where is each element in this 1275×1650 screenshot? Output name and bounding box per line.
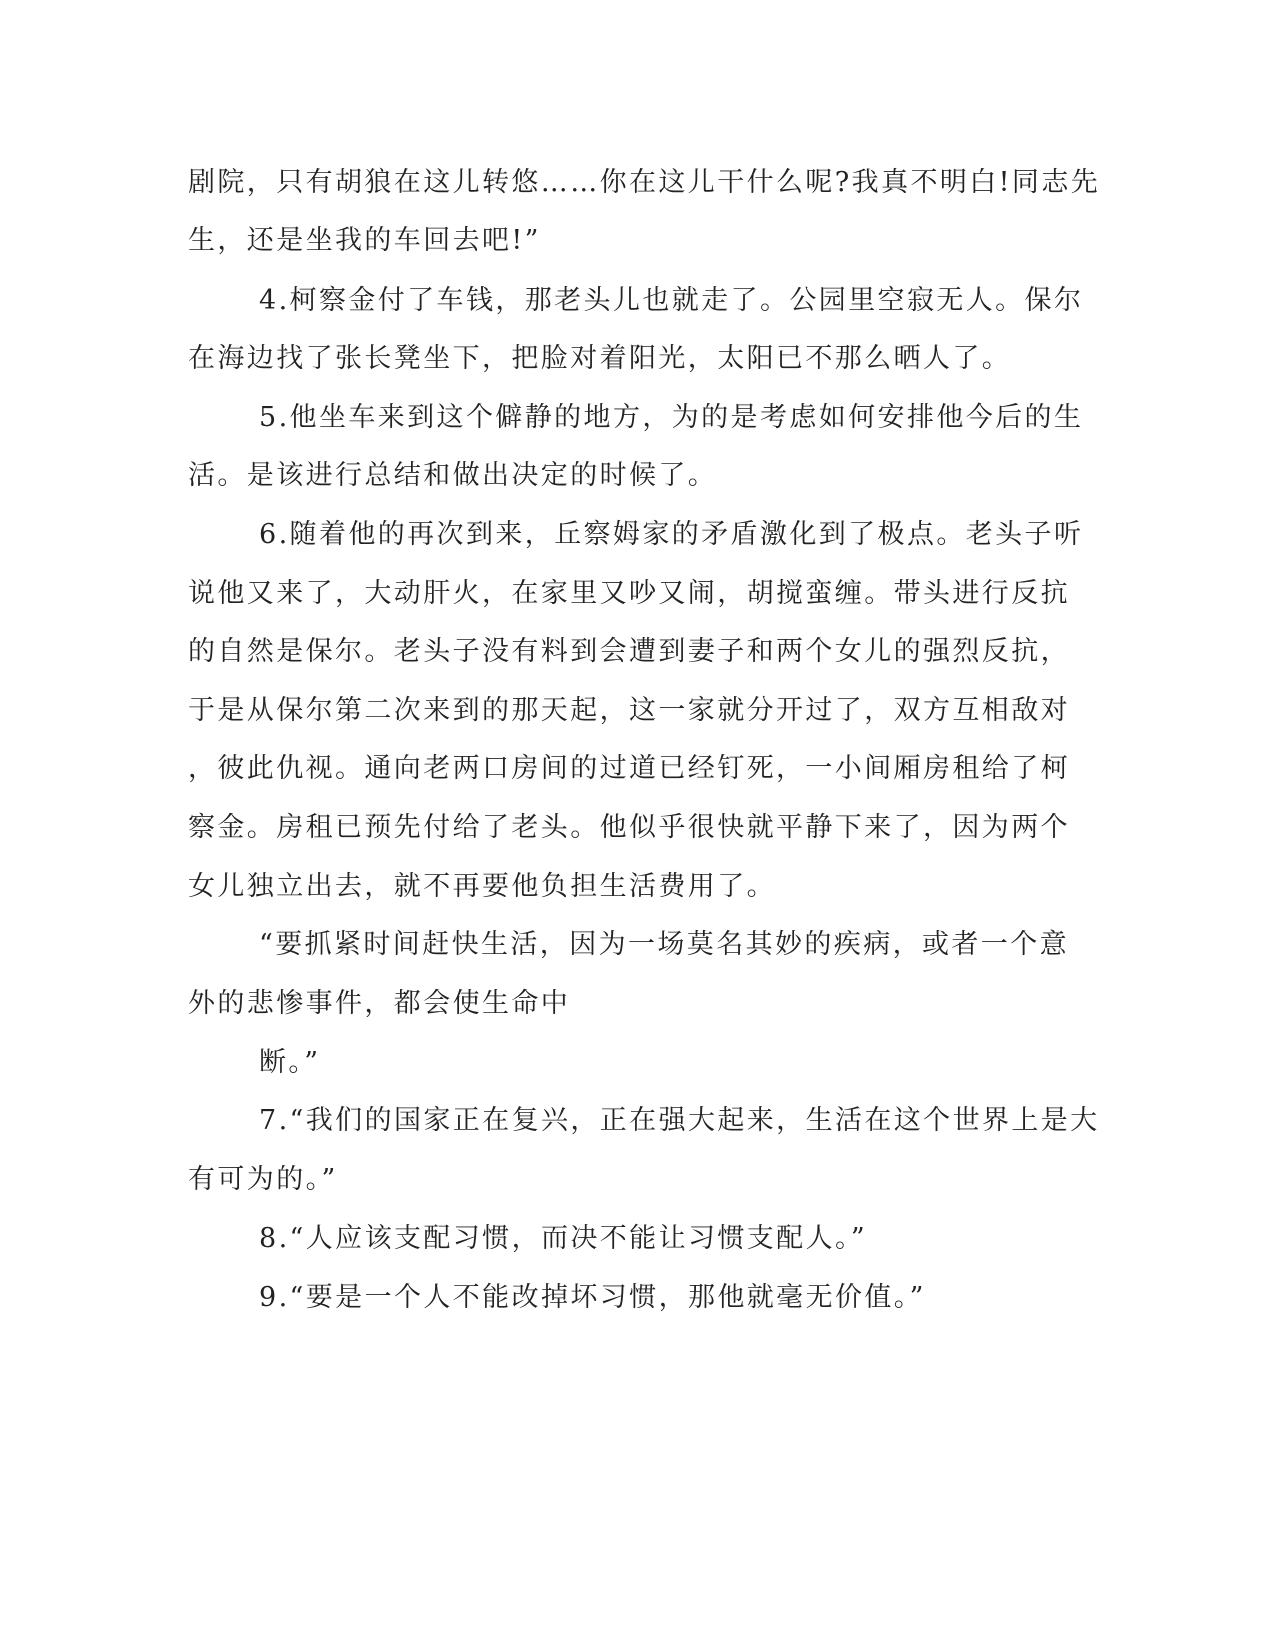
text-line-8: 说他又来了，大动肝火，在家里又吵又闹，胡搅蛮缠。带头进行反抗 (188, 578, 1070, 609)
text-line-18: 有可为的。” (188, 1164, 338, 1195)
text-line-5: 5.他坐车来到这个僻静的地方，为的是考虑如何安排他今后的生 (259, 402, 1084, 433)
text-line-14: “要抓紧时间赶快生活，因为一场莫名其妙的疾病，或者一个意 (259, 929, 1070, 960)
text-line-17: 7.“我们的国家正在复兴，正在强大起来，生活在这个世界上是大 (259, 1105, 1100, 1136)
text-line-9: 的自然是保尔。老头子没有料到会遭到妻子和两个女儿的强烈反抗， (188, 636, 1070, 667)
text-line-6: 活。是该进行总结和做出决定的时候了。 (188, 460, 718, 491)
text-line-20: 9.“要是一个人不能改掉坏习惯，那他就毫无价值。” (259, 1282, 926, 1313)
text-line-16: 断。” (259, 1047, 321, 1078)
text-line-2: 生，还是坐我的车回去吧!” (188, 225, 541, 256)
text-line-11: ，彼此仇视。通向老两口房间的过道已经钉死，一小间厢房租给了柯 (188, 753, 1070, 784)
text-line-13: 女儿独立出去，就不再要他负担生活费用了。 (188, 871, 776, 902)
text-line-12: 察金。房租已预先付给了老头。他似乎很快就平静下来了，因为两个 (188, 812, 1070, 843)
text-line-10: 于是从保尔第二次来到的那天起，这一家就分开过了，双方互相敌对 (188, 695, 1070, 726)
text-line-4: 在海边找了张长凳坐下，把脸对着阳光，太阳已不那么晒人了。 (188, 343, 1012, 374)
text-line-15: 外的悲惨事件，都会使生命中 (188, 988, 571, 1019)
text-line-3: 4.柯察金付了车钱，那老头儿也就走了。公园里空寂无人。保尔 (259, 285, 1084, 316)
text-line-1: 剧院，只有胡狼在这儿转悠……你在这儿干什么呢?我真不明白!同志先 (188, 167, 1101, 198)
text-line-7: 6.随着他的再次到来，丘察姆家的矛盾激化到了极点。老头子听 (259, 519, 1084, 550)
text-line-19: 8.“人应该支配习惯，而决不能让习惯支配人。” (259, 1223, 868, 1254)
